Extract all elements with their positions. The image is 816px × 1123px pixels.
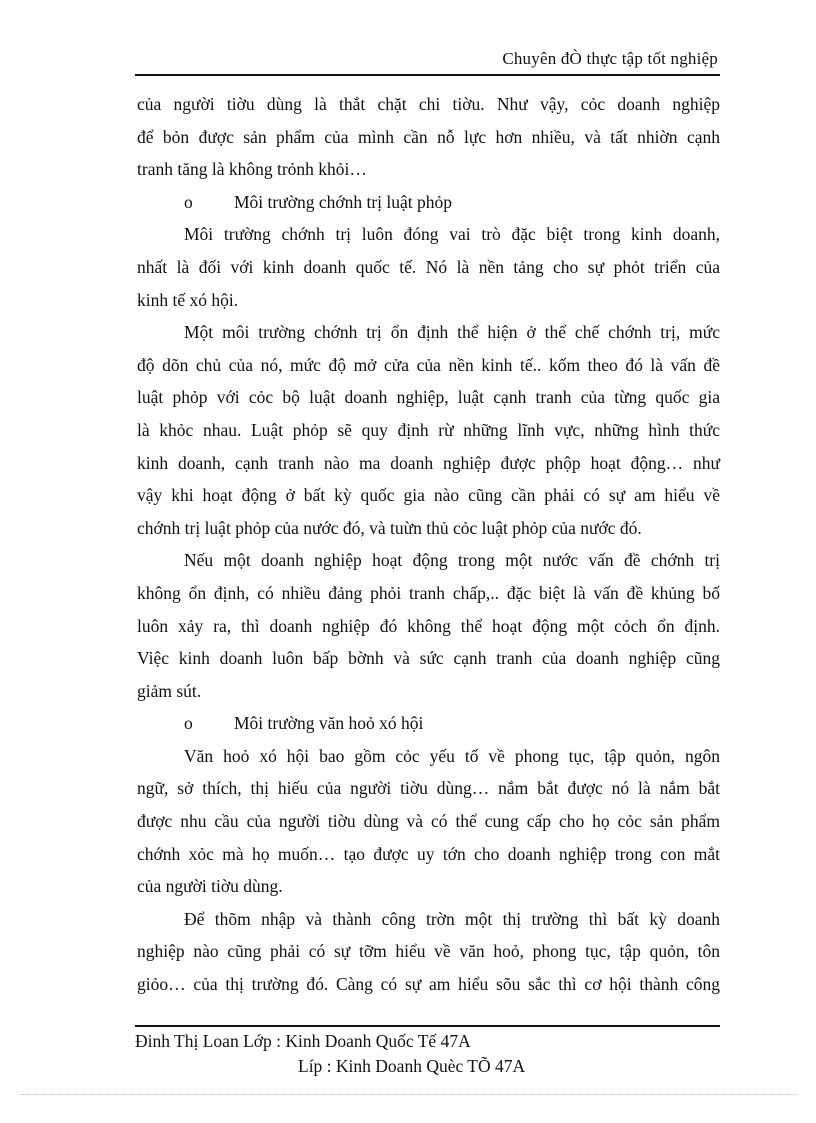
footer-author-class: Đinh Thị Loan Lớp : Kinh Doanh Quốc Tế 47A: [135, 1031, 471, 1051]
header-title: Chuyên đÒ thực tập tốt nghiệp: [502, 49, 718, 68]
text-line: Việc kinh doanh luôn bấp bờnh và sức cạnh tranh của doanh nghiệp cũng: [137, 648, 720, 669]
text-line: ngữ, sở thích, thị hiếu của người tiờu dùng… nắm bắt được nó là nắm bắt: [137, 778, 720, 799]
text-line: của người tiờu dùng.: [137, 876, 283, 897]
text-line: không ổn định, có nhiều đảng phỏi tranh chấp,.. đặc biệt là vấn đề khủng bố: [137, 582, 720, 603]
text-line: chớnh trị luật phỏp của nước đó, và tuừn thủ cỏc luật phỏp của nước đó.: [137, 517, 642, 538]
page-header: [135, 46, 720, 76]
text-line: được nhu cầu của người tiờu dùng và có thể cung cấp cho họ cỏc sản phẩm: [137, 811, 720, 832]
bullet-heading-text: Môi trường văn hoỏ xó hội: [234, 713, 424, 734]
document-body: [137, 88, 720, 1001]
text-line: Môi trường chớnh trị luôn đóng vai trò đặc biệt trong kinh doanh,: [184, 224, 720, 245]
text-line: luật phỏp với cỏc bộ luật doanh nghiệp, luật cạnh tranh của từng quốc gia: [137, 387, 720, 408]
text-line: của người tiờu dùng là thắt chặt chi tiờu. Như vậy, cỏc doanh nghiệp: [137, 94, 720, 114]
text-line: vậy khi hoạt động ở bất kỳ quốc gia nào cũng cần phải có sự am hiểu về: [137, 485, 720, 506]
text-line: Một môi trường chớnh trị ổn định thể hiện ở thể chế chớnh trị, mức: [184, 322, 720, 343]
text-line: giảm sút.: [137, 680, 202, 701]
bullet-mark: o: [184, 191, 193, 212]
footer-class-legacy: Líp : Kinh Doanh Quèc TÕ 47A: [298, 1056, 526, 1076]
text-line: chớnh xỏc mà họ muốn… tạo được uy tớn cho doanh nghiệp trong con mắt: [137, 843, 720, 864]
text-line: độ dõn chủ của nó, mức độ mở cửa của nền kinh tế.. kốm theo đó là vấn đề: [137, 354, 720, 375]
bullet-heading-text: Môi trường chớnh trị luật phỏp: [234, 191, 453, 212]
text-line: nghiệp nào cũng phải có sự tỡm hiểu về văn hoỏ, phong tục, tập quỏn, tôn: [137, 941, 720, 962]
text-line: tranh tăng là không trỏnh khỏi…: [137, 159, 367, 180]
page-bottom-divider: [20, 1094, 796, 1095]
text-line: Nếu một doanh nghiệp hoạt động trong một nước vấn đề chớnh trị: [184, 550, 720, 571]
bullet-heading-politics: [137, 186, 720, 219]
text-line: để bỏn được sản phẩm của mình cần nỗ lực hơn nhiều, và tất nhiờn cạnh: [137, 126, 720, 147]
bullet-mark: o: [184, 713, 193, 734]
bullet-heading-culture: [137, 707, 720, 740]
text-line: giỏo… của thị trường đó. Càng có sự am hiểu sõu sắc thì cơ hội thành công: [137, 974, 720, 995]
text-line: nhất là đối với kinh doanh quốc tế. Nó là nền tảng cho sự phỏt triển của: [137, 256, 720, 277]
text-line: luôn xảy ra, thì doanh nghiệp đó không thể hoạt động một cỏch ổn định.: [137, 615, 720, 636]
text-line: kinh doanh, cạnh tranh nào ma doanh nghiệp được phộp hoạt động… như: [137, 452, 720, 473]
text-line: kinh tế xó hội.: [137, 289, 239, 310]
text-line: Để thõm nhập và thành công trờn một thị trường thì bất kỳ doanh: [184, 908, 720, 929]
page-footer: [135, 1025, 720, 1076]
text-line: Văn hoỏ xó hội bao gồm cỏc yếu tố về phong tục, tập quỏn, ngôn: [184, 745, 720, 766]
text-line: là khỏc nhau. Luật phỏp sẽ quy định rừ những lĩnh vực, những hình thức: [137, 419, 720, 440]
